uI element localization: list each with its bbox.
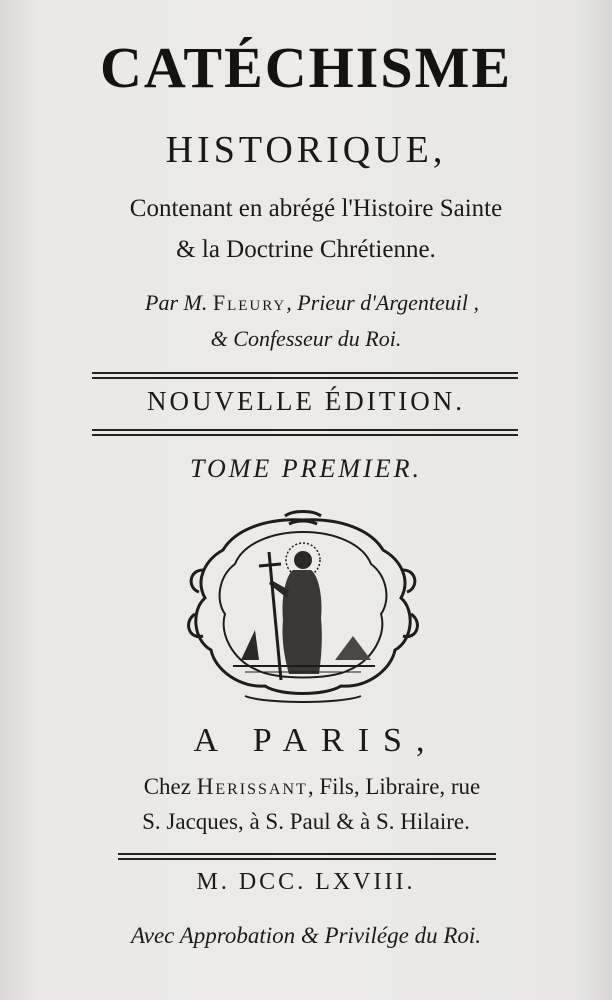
contents-line-1: Contenant en abrégé l'Histoire Sainte: [129, 195, 503, 222]
contents-line-2: & la Doctrine Chrétienne.: [176, 236, 436, 263]
author-prefix: Par M.: [145, 290, 208, 315]
author-line-2: & Confesseur du Roi.: [210, 326, 402, 351]
double-rule-bottom: [92, 429, 518, 436]
imprint-rest: , Fils, Libraire, rue: [307, 774, 481, 799]
publisher-name: Herissant: [196, 774, 308, 799]
imprint-prefix: Chez: [143, 774, 191, 799]
book-subtitle: HISTORIQUE,: [165, 129, 447, 171]
edition-label: NOUVELLE ÉDITION.: [147, 386, 465, 416]
volume-label: TOME PREMIER.: [189, 454, 423, 483]
privilege-note: Avec Approbation & Privilége du Roi.: [130, 923, 482, 948]
saint-vignette-image: [185, 510, 421, 706]
imprint-line-1: [6, 774, 612, 800]
author-title: , Prieur d'Argenteuil ,: [286, 290, 479, 315]
double-rule-imprint: [118, 853, 496, 860]
double-rule-top: [92, 372, 518, 379]
imprint-line-2: S. Jacques, à S. Paul & à S. Hilaire.: [142, 809, 470, 834]
author-line-1: [6, 290, 612, 316]
author-name: Fleury: [212, 290, 287, 315]
place-of-publication: A PARIS,: [193, 722, 439, 759]
publication-date: M. DCC. LXVIII.: [196, 869, 416, 895]
book-title: CATÉCHISME: [99, 35, 513, 100]
